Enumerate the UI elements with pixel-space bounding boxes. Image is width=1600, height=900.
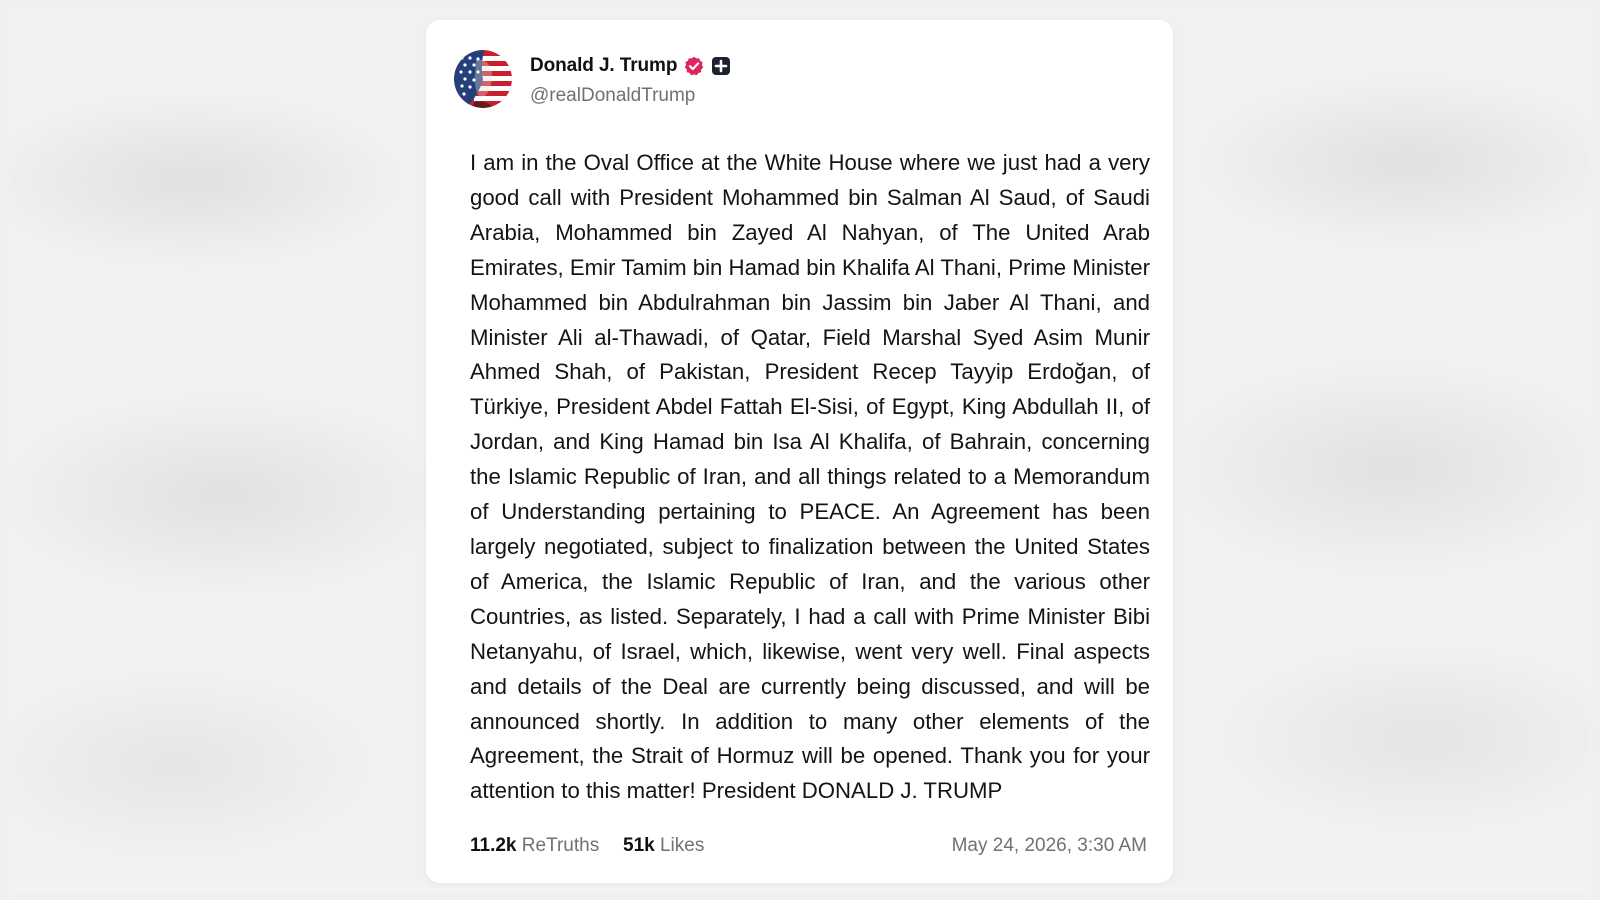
retruths-stat[interactable] [470,835,599,857]
likes-label: Likes [659,835,705,856]
post-timestamp[interactable]: May 24, 2026, 3:30 AM [951,835,1147,856]
verified-check-icon [684,56,704,76]
retruths-label: ReTruths [521,835,600,856]
author-display-name[interactable]: Donald J. Trump [530,55,678,76]
likes-stat[interactable] [623,835,704,857]
post-card [426,20,1173,883]
author-avatar[interactable] [454,50,512,108]
likes-count: 51k [623,835,655,856]
plus-badge-icon [711,56,731,76]
author-handle[interactable]: @realDonaldTrump [530,85,696,106]
post-footer [470,835,1147,859]
post-body-text: I am in the Oval Office at the White House where we just had a very good call with President Mohammed bin Salman Al Saud, of Saudi Arabia, Mohammed bin Zayed Al Nahyan, of The United Arab Emirates, Emir Tamim bin Hamad bin Khalifa Al Thani, Prime Minister Mohammed bin Abdulrahman bin Jassim bin Jaber Al Thani, and Minister Ali al-Thawadi, of Qatar, Field Marshal Syed Asim Munir Ahmed Shah, of Pakistan, President Recep Tayyip Erdoğan, of Türkiye, President Abdel Fattah El-Sisi, of Egypt, King Abdullah II, of Jordan, and King Hamad bin Isa Al Khalifa, of Bahrain, concerning the Islamic Republic of Iran, and all things related to a Memorandum of Understanding pertaining to PEACE. An Agreement has been largely negotiated, subject to finalization between the United States of America, the Islamic Republic of Iran, and the various other Countries, as listed. Separately, I had a call with Prime Minister Bibi Netanyahu, of Israel, which, likewise, went very well. Final aspects and details of the Deal are currently being discussed, and will be announced shortly. In addition to many other elements of the Agreement, the Strait of Hormuz will be opened. Thank you for your attention to this matter! President DONALD J. TRUMP [470,150,1150,804]
flag-avatar-image [454,50,512,108]
author-name-row [530,54,731,78]
retruths-count: 11.2k [470,835,517,856]
